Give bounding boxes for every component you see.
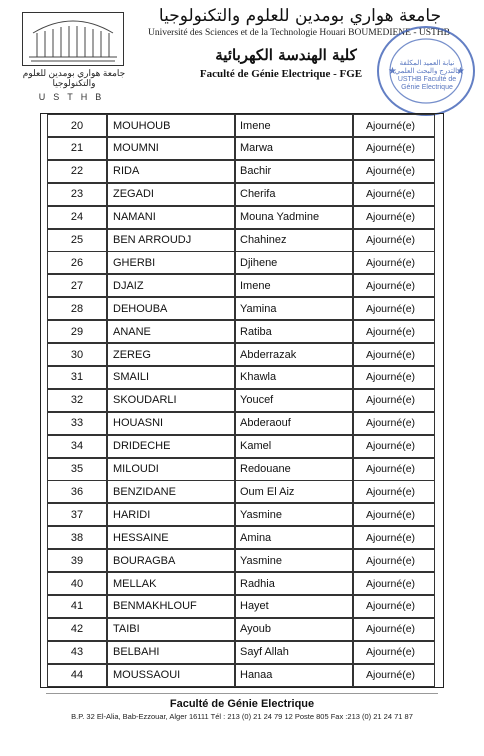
row-number: 29 (47, 320, 107, 343)
svg-text:★: ★ (456, 66, 465, 77)
row-result: Ajourné(e) (353, 297, 435, 320)
row-first-name: Yasmine (235, 503, 353, 526)
row-last-name: MOUMNI (107, 137, 235, 160)
table-row (48, 275, 436, 298)
row-first-name: Kamel (235, 435, 353, 458)
row-result: Ajourné(e) (353, 206, 435, 229)
table-row (48, 436, 436, 459)
row-last-name: ZEGADI (107, 183, 235, 206)
row-number: 21 (47, 137, 107, 160)
row-last-name: BENZIDANE (107, 480, 235, 503)
row-first-name: Sayf Allah (235, 641, 353, 664)
row-first-name: Amina (235, 526, 353, 549)
document-header (0, 0, 484, 112)
footer-divider (46, 693, 438, 694)
table-row (48, 573, 436, 596)
row-number: 30 (47, 343, 107, 366)
row-number: 36 (47, 480, 107, 503)
row-last-name: MILOUDI (107, 458, 235, 481)
row-result: Ajourné(e) (353, 458, 435, 481)
row-result: Ajourné(e) (353, 641, 435, 664)
row-number: 22 (47, 160, 107, 183)
table-row (48, 115, 436, 138)
row-result: Ajourné(e) (353, 343, 435, 366)
row-first-name: Djihene (235, 251, 353, 274)
table-row (48, 344, 436, 367)
row-last-name: BOURAGBA (107, 549, 235, 572)
row-result: Ajourné(e) (353, 595, 435, 618)
row-first-name: Ratiba (235, 320, 353, 343)
row-number: 24 (47, 206, 107, 229)
table-row (48, 138, 436, 161)
logo-building-icon (22, 12, 124, 66)
row-number: 27 (47, 274, 107, 297)
row-last-name: GHERBI (107, 251, 235, 274)
footer-address: B.P. 32 El-Alia, Bab-Ezzouar, Alger 16111 Tél : 213 (0) 21 24 79 12 Poste 805 Fax :213 (0) 21 24 71 87 (71, 712, 413, 721)
table-row (48, 459, 436, 482)
row-first-name: Imene (235, 114, 353, 137)
row-number: 43 (47, 641, 107, 664)
official-stamp (374, 22, 478, 120)
row-number: 41 (47, 595, 107, 618)
logo-letters: USTHB (38, 92, 110, 102)
row-last-name: SKOUDARLI (107, 389, 235, 412)
row-result: Ajourné(e) (353, 251, 435, 274)
table-row (48, 321, 436, 344)
row-last-name: DEHOUBA (107, 297, 235, 320)
table-row (48, 367, 436, 390)
table-row (48, 390, 436, 413)
row-last-name: BEN ARROUDJ (107, 229, 235, 252)
row-last-name: MOUSSAOUI (107, 664, 235, 687)
table-row (48, 665, 436, 688)
table-row (48, 619, 436, 642)
row-number: 26 (47, 251, 107, 274)
row-last-name: MOUHOUB (107, 114, 235, 137)
table-row (48, 481, 436, 504)
row-first-name: Hanaa (235, 664, 353, 687)
row-first-name: Chahinez (235, 229, 353, 252)
row-result: Ajourné(e) (353, 389, 435, 412)
row-last-name: BELBAHI (107, 641, 235, 664)
table-row (48, 596, 436, 619)
row-result: Ajourné(e) (353, 526, 435, 549)
footer-title: Faculté de Génie Electrique (169, 698, 315, 710)
row-first-name: Cherifa (235, 183, 353, 206)
row-result: Ajourné(e) (353, 412, 435, 435)
row-number: 33 (47, 412, 107, 435)
row-last-name: DRIDECHE (107, 435, 235, 458)
table-row (48, 298, 436, 321)
row-last-name: BENMAKHLOUF (107, 595, 235, 618)
row-result: Ajourné(e) (353, 618, 435, 641)
row-number: 23 (47, 183, 107, 206)
stamp-text: نيابة العميد المكلفة بالتدرج والبحث العلمي USTHB Faculté de Génie Electrique (394, 60, 460, 91)
row-first-name: Hayet (235, 595, 353, 618)
row-result: Ajourné(e) (353, 435, 435, 458)
faculty-name-fr: Faculté de Génie Electrique - FGE (199, 68, 363, 80)
table-row (48, 413, 436, 436)
row-result: Ajourné(e) (353, 229, 435, 252)
table-row (48, 161, 436, 184)
row-number: 25 (47, 229, 107, 252)
row-first-name: Bachir (235, 160, 353, 183)
row-last-name: SMAILI (107, 366, 235, 389)
row-number: 44 (47, 664, 107, 687)
faculty-name-ar: كلية الهندسة الكهربائية (215, 46, 357, 64)
row-first-name: Radhia (235, 572, 353, 595)
row-first-name: Oum El Aiz (235, 480, 353, 503)
table-row (48, 504, 436, 527)
row-last-name: HOUASNI (107, 412, 235, 435)
row-number: 31 (47, 366, 107, 389)
table-row (48, 252, 436, 275)
table-row (48, 230, 436, 253)
row-first-name: Ayoub (235, 618, 353, 641)
row-result: Ajourné(e) (353, 274, 435, 297)
row-first-name: Imene (235, 274, 353, 297)
row-result: Ajourné(e) (353, 572, 435, 595)
row-result: Ajourné(e) (353, 160, 435, 183)
row-last-name: NAMANI (107, 206, 235, 229)
row-first-name: Mouna Yadmine (235, 206, 353, 229)
table-row (48, 207, 436, 230)
svg-text:★: ★ (388, 66, 397, 77)
university-name-fr: Université des Sciences et de la Technologie Houari BOUMEDIENE - USTHB (147, 28, 451, 38)
row-number: 35 (47, 458, 107, 481)
row-result: Ajourné(e) (353, 664, 435, 687)
row-number: 42 (47, 618, 107, 641)
row-result: Ajourné(e) (353, 503, 435, 526)
row-number: 34 (47, 435, 107, 458)
table-row (48, 550, 436, 573)
row-first-name: Abderrazak (235, 343, 353, 366)
row-last-name: MELLAK (107, 572, 235, 595)
row-result: Ajourné(e) (353, 137, 435, 160)
row-number: 37 (47, 503, 107, 526)
usthb-logo (20, 10, 130, 102)
row-number: 39 (47, 549, 107, 572)
row-number: 32 (47, 389, 107, 412)
row-result: Ajourné(e) (353, 366, 435, 389)
row-last-name: HESSAINE (107, 526, 235, 549)
row-result: Ajourné(e) (353, 549, 435, 572)
row-result: Ajourné(e) (353, 480, 435, 503)
table-row (48, 184, 436, 207)
row-last-name: DJAIZ (107, 274, 235, 297)
row-last-name: ANANE (107, 320, 235, 343)
row-first-name: Youcef (235, 389, 353, 412)
row-last-name: RIDA (107, 160, 235, 183)
row-first-name: Yasmine (235, 549, 353, 572)
row-result: Ajourné(e) (353, 183, 435, 206)
row-number: 28 (47, 297, 107, 320)
row-result: Ajourné(e) (353, 320, 435, 343)
row-last-name: HARIDI (107, 503, 235, 526)
row-number: 40 (47, 572, 107, 595)
row-first-name: Yamina (235, 297, 353, 320)
row-number: 20 (47, 114, 107, 137)
row-first-name: Marwa (235, 137, 353, 160)
row-first-name: Redouane (235, 458, 353, 481)
university-name-ar: جامعة هواري بومدين للعلوم والتكنولوجيا (158, 6, 442, 26)
logo-arabic-text: جامعة هواري بومدين للعلوم والتكنولوجيا (22, 68, 126, 88)
row-last-name: ZEREG (107, 343, 235, 366)
table-row (48, 642, 436, 665)
table-row (48, 527, 436, 550)
row-first-name: Abderaouf (235, 412, 353, 435)
row-last-name: TAIBI (107, 618, 235, 641)
row-result: Ajourné(e) (353, 114, 435, 137)
row-first-name: Khawla (235, 366, 353, 389)
row-number: 38 (47, 526, 107, 549)
